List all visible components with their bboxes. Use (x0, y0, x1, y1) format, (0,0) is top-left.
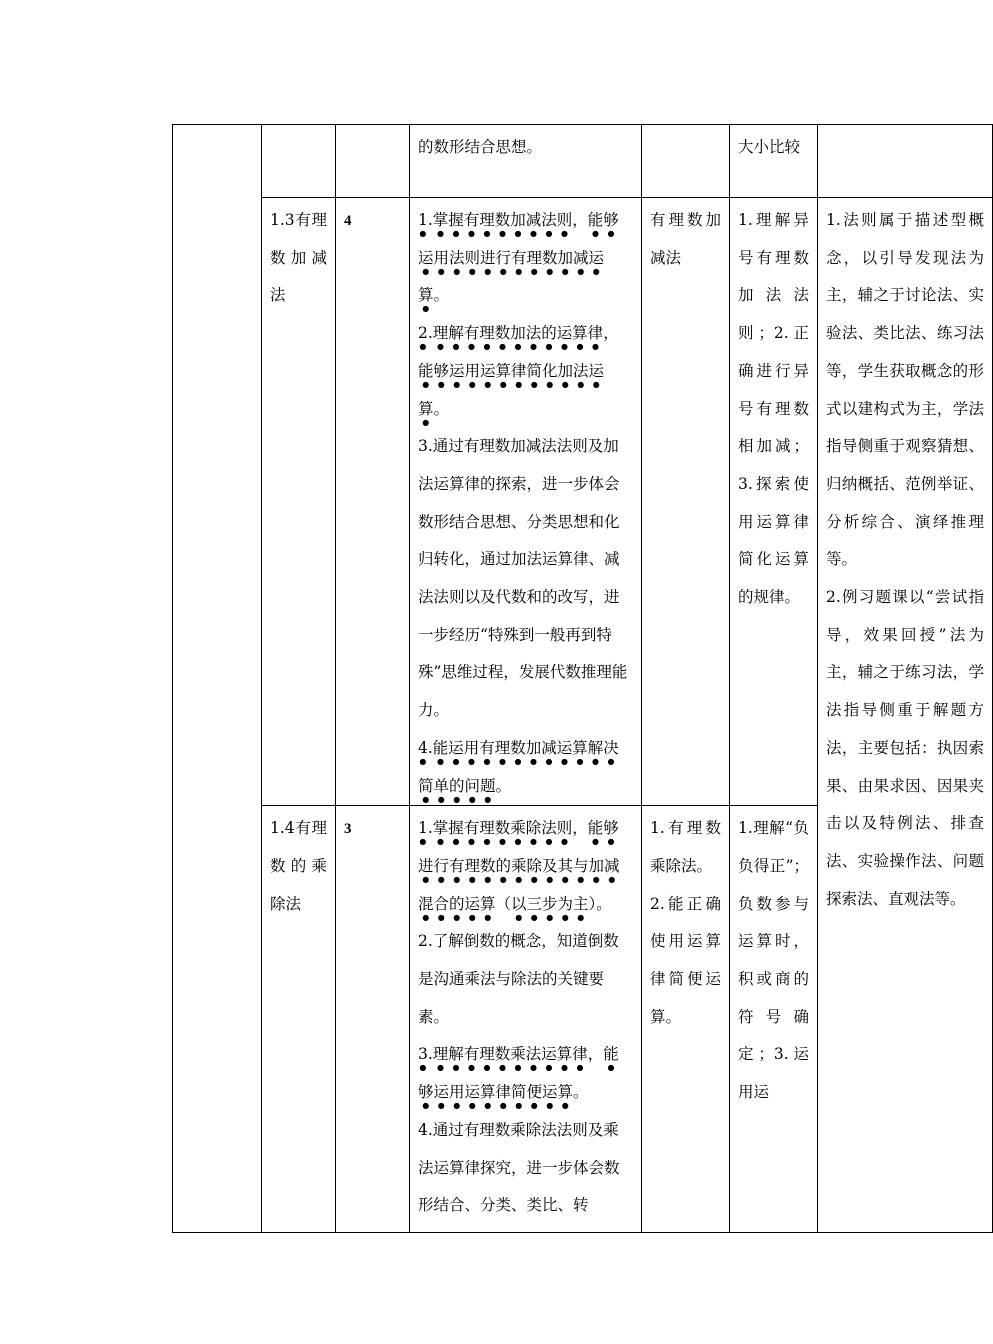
hours-value: 3 (344, 821, 352, 838)
goals-cell (410, 125, 642, 198)
difficulty-text: 大小比较 (738, 138, 801, 156)
hours-cell (336, 125, 410, 198)
difficulty-text: 1.理解“负负得正”；负数参与运算时，积或商的符号确定；3.运用运 (738, 819, 809, 1102)
key-points-cell (642, 806, 730, 1233)
key-points-cell (642, 198, 730, 806)
goal-item: 4.能运用有理数加减运算解决简单的问题。 (418, 738, 619, 795)
unit-cell (173, 125, 262, 1233)
section-title-cell (262, 125, 336, 198)
methods-cell (818, 125, 993, 198)
section-title: 1.3有理数加减法 (270, 211, 327, 305)
hours-value: 4 (344, 213, 352, 229)
goal-item: 3.通过有理数加减法法则及加法运算律的探索，进一步体会数形结合思想、分类思想和化归转化，通过加法运算律、减法法则以及代数和的改写，进一步经历“特殊到一般再到特殊”思维过程，发展代数推理能力。 (418, 437, 628, 720)
methods-cell (818, 198, 993, 1233)
section-title-cell (262, 198, 336, 806)
teaching-plan-table (172, 124, 993, 1233)
difficulties-cell (730, 198, 818, 806)
difficulty-text: 1.理解异号有理数加法法则；2.正确进行异号有理数相加减；3.探索使用运算律简化运算的规律。 (738, 211, 809, 607)
table-row-1-3 (173, 198, 993, 806)
key-points-cell (642, 125, 730, 198)
table-row-continued (173, 125, 993, 198)
goals-cell (410, 198, 642, 806)
method-item: 1.法则属于描述型概念，以引导发现法为主，辅之于讨论法、实验法、类比法、练习法等，学生获取概念的形式以建构式为主，学法指导侧重于观察猜想、归纳概括、范例举证、分析综合、演绎推理等。 (826, 211, 984, 569)
goal-item: 3.理解有理数乘法运算律，能够运用运算律简便运算。 (418, 1045, 619, 1102)
key-point-item: 2.能正确使用运算律简便运算。 (650, 894, 721, 1026)
key-point-item: 1.有理数乘除法。 (650, 819, 721, 875)
difficulties-cell (730, 806, 818, 1233)
hours-cell (336, 806, 410, 1233)
difficulties-cell (730, 125, 818, 198)
goals-cell (410, 806, 642, 1233)
hours-cell (336, 198, 410, 806)
key-points-text: 有理数加减法 (650, 211, 721, 267)
goal-item: 2.了解倒数的概念，知道倒数是沟通乘法与除法的关键要素。 (418, 932, 619, 1026)
section-title: 1.4有理数的乘除法 (270, 819, 327, 913)
goal-item: 2.理解有理数加法的运算律，能够运用运算律简化加法运算。 (418, 324, 619, 418)
goal-text: 的数形结合思想。 (418, 138, 543, 156)
method-item: 2.例习题课以“尝试指导，效果回授”法为主，辅之于练习法，学法指导侧重于解题方法，主要包括：执因索果、由果求因、因果夹击以及特例法、排查法、实验操作法、问题探索法、直观法等。 (826, 588, 984, 908)
goal-item: 1.掌握有理数乘除法则，能够进行有理数的乘除及其与加减混合的运算（以三步为主）。 (418, 819, 620, 913)
section-title-cell (262, 806, 336, 1233)
goal-item: 4.通过有理数乘除法法则及乘法运算律探究，进一步体会数形结合、分类、类比、转 (418, 1120, 620, 1215)
goal-item: 1.掌握有理数加减法则，能够运用法则进行有理数加减运算。 (418, 211, 619, 305)
